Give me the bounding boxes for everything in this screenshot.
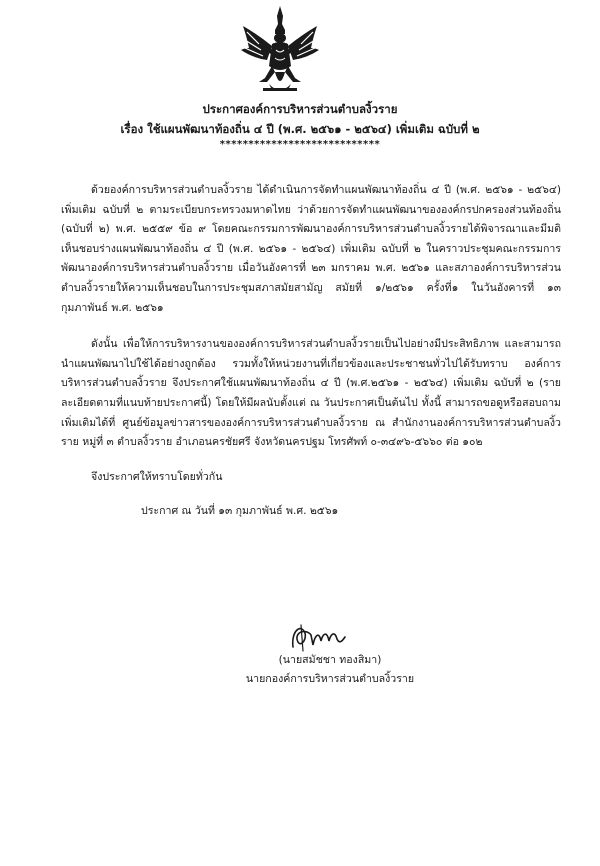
subject-line: เรื่อง ใช้แผนพัฒนาท้องถิ่น ๔ ปี (พ.ศ. ๒๕๖๑ - ๒๕๖๔) เพิ่มเติม ฉบับที่ ๒ xyxy=(120,122,480,136)
signatory-title: นายกองค์การบริหารส่วนตำบลงิ้วราย xyxy=(245,673,415,685)
garuda-emblem xyxy=(239,4,321,96)
handwritten-signature xyxy=(287,617,347,655)
signatory-name: (นายสมัชชา ทองสิมา) xyxy=(278,654,382,666)
paragraph-1: ด้วยองค์การบริหารส่วนตำบลงิ้วราย ได้ดำเนินการจัดทำแผนพัฒนาท้องถิ่น ๔ ปี (พ.ศ. ๒๕๖๑ - ๒๕๖๔) เพิ่มเติม ฉบับที่ ๒ ตามระเบียบกระทรวงมหาดไทย ว่าด้วยการจัดทำแผนพัฒนาขององค์กรปกครองส่วนท้องถิ่น (ฉบับที่ ๒) พ.ศ. ๒๕๕๙ ข้อ ๙ โดยคณะกรรมการพัฒนาองค์การบริหารส่วนตำบลงิ้วรายได้พิจารณาและมีมติเห็นชอบร่างแผนพัฒนาท้องถิ่น ๔ ปี (พ.ศ. ๒๕๖๑ - ๒๕๖๔) เพิ่มเติม ฉบับที่ ๒ ในคราวประชุมคณะกรรมการพัฒนาองค์การบริหารส่วนตำบลงิ้วราย เมื่อวันอังคารที่ ๒๓ มกราคม พ.ศ. ๒๕๖๑ และสภาองค์การบริหารส่วนตำบลงิ้วรายให้ความเห็นชอบในการประชุมสภาสมัยสามัญ สมัยที่ ๑/๒๕๖๑ ครั้งที่๑ ในวันอังคารที่ ๑๓ กุมภาพันธ์ พ.ศ. ๒๕๖๑ xyxy=(61,184,561,314)
announcement-line: จึงประกาศให้ทราบโดยทั่วกัน xyxy=(91,470,223,483)
document-header xyxy=(0,101,600,151)
document-body xyxy=(61,181,561,522)
paragraph-2: ดังนั้น เพื่อให้การบริหารงานขององค์การบริหารส่วนตำบลงิ้วรายเป็นไปอย่างมีประสิทธิภาพ และสามารถนำแผนพัฒนาไปใช้ได้อย่างถูกต้อง รวมทั้งให้หน่วยงานที่เกี่ยวข้องและประชาชนทั่วไปได้รับทราบ องค์การบริหารส่วนตำบลงิ้วราย จึงประกาศใช้แผนพัฒนาท้องถิ่น ๔ ปี (พ.ศ.๒๕๖๑ - ๒๕๖๔) เพิ่มเติม ฉบับที่ ๒ (รายละเอียดตามที่แนบท้ายประกาศนี้) โดยให้มีผลนับตั้งแต่ ณ วันประกาศเป็นต้นไป ทั้งนี้ สามารถขอดูหรือสอบถามเพิ่มเติมได้ที่ ศูนย์ข้อมูลข่าวสารขององค์การบริหารส่วนตำบลงิ้วราย ณ สำนักงานองค์การบริหารส่วนตำบลงิ้วราย หมู่ที่ ๓ ตำบลงิ้วราย อำเภอนครชัยศรี จังหวัดนครปฐม โทรศัพท์ ๐-๓๔๙๖-๕๖๖๐ ต่อ ๑๐๒ xyxy=(61,338,561,449)
signatory-block xyxy=(0,651,600,689)
date-line: ประกาศ ณ วันที่ ๑๓ กุมภาพันธ์ พ.ศ. ๒๕๖๑ xyxy=(141,505,339,518)
header-divider: **************************** xyxy=(219,139,381,150)
organization-title: ประกาศองค์การบริหารส่วนตำบลงิ้วราย xyxy=(202,102,398,116)
